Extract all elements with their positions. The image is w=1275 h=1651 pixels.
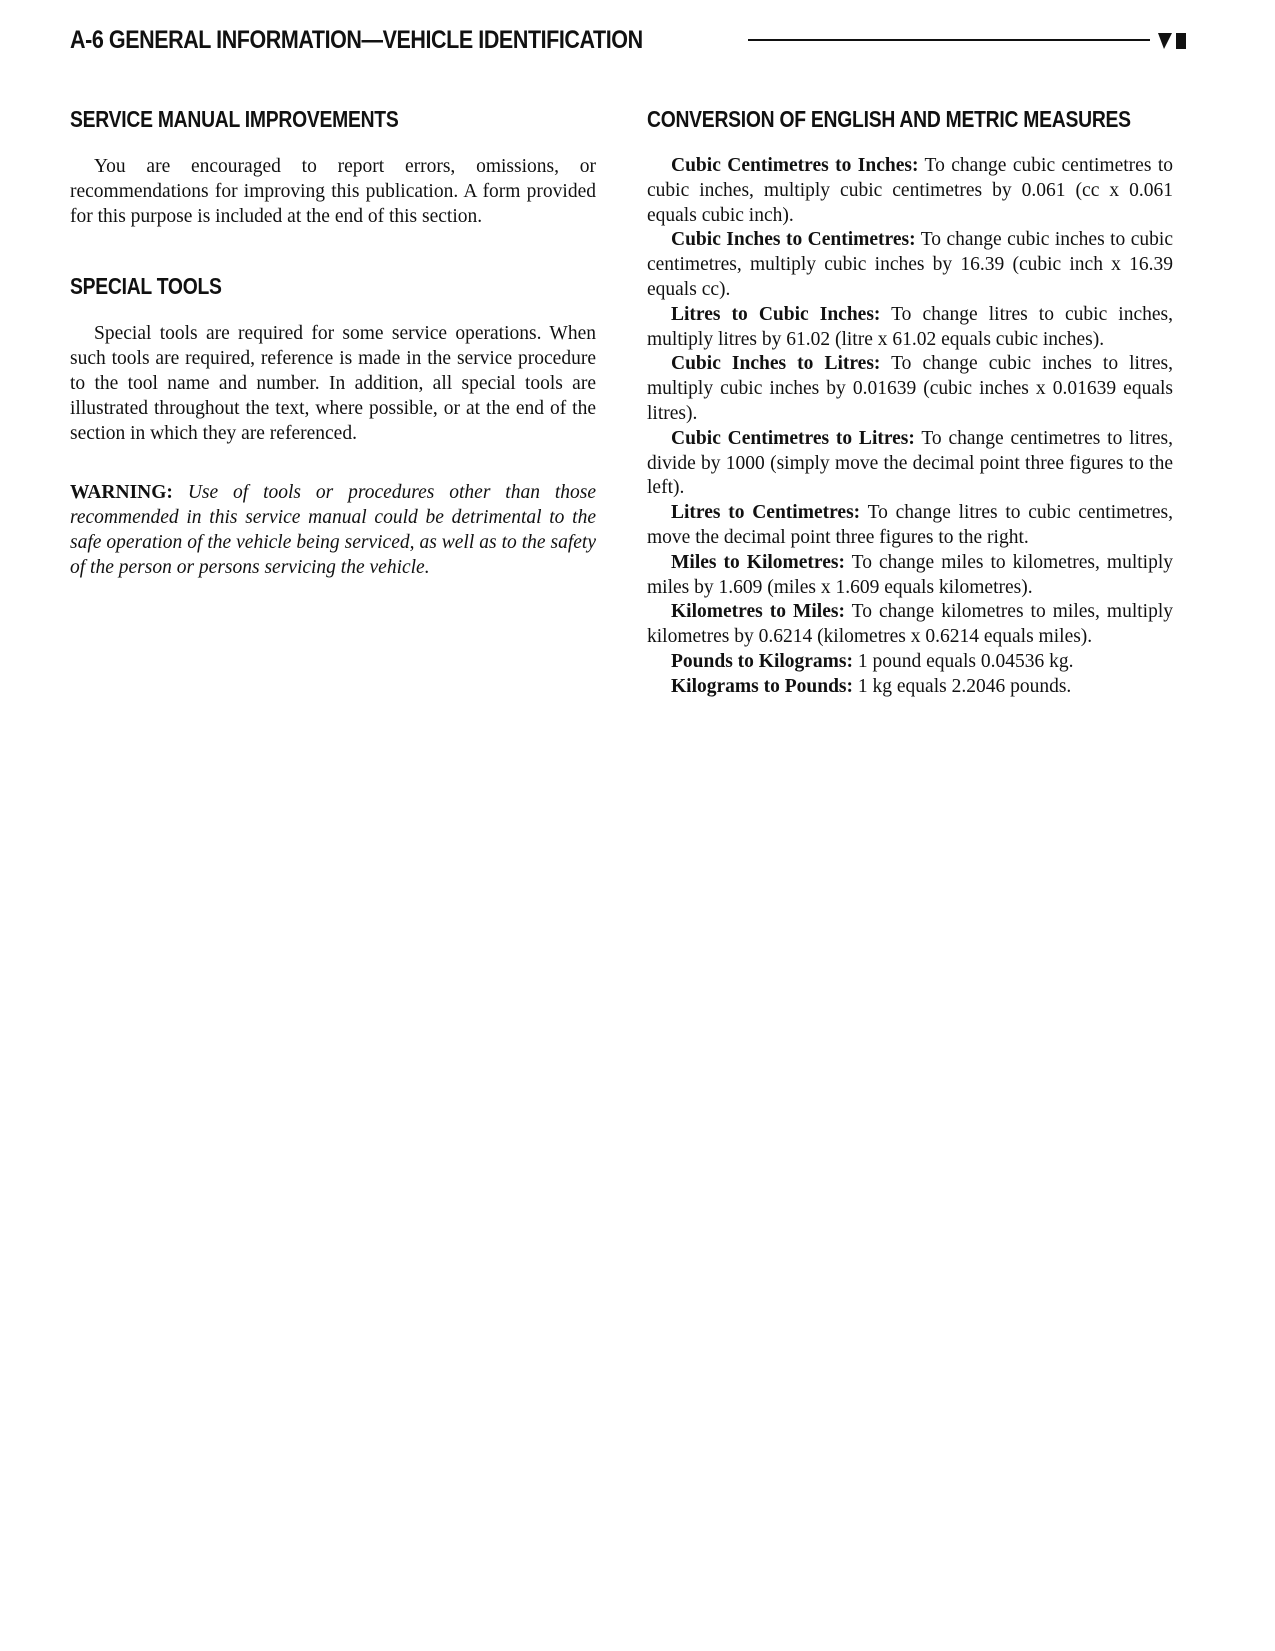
conversion-item (647, 228, 1173, 302)
conversion-text: To change centimetres to litres, divide by 1000 (simply move the decimal point three figures to the left). (647, 427, 1173, 499)
conversion-item (647, 675, 1173, 700)
conversion-text: To change cubic inches to litres, multiply cubic inches by 0.01639 (cubic inches x 0.01639 equals litres). (647, 353, 1174, 424)
conversion-term: Kilograms to Pounds: (671, 675, 854, 697)
spacer (70, 446, 596, 480)
conversion-text: To change miles to kilometres, multiply miles by 1.609 (miles x 1.609 equals kilometres). (647, 551, 1173, 598)
right-column (647, 104, 1173, 700)
conversion-item (647, 650, 1173, 675)
conversion-term: Pounds to Kilograms: (671, 650, 854, 672)
conversion-text: To change litres to cubic centimetres, move the decimal point three figures to the right. (647, 502, 1173, 548)
conversion-item (647, 600, 1173, 650)
jeep-logo-icon-graphic (1156, 29, 1190, 51)
conversion-text: To change cubic inches to cubic centimetres, multiply cubic inches by 16.39 (cubic inch x 16.39 equals cc). (647, 229, 1173, 300)
header-rule (748, 39, 1150, 41)
special-tools-text: Special tools are required for some service operations. When such tools are required, reference is made in the service procedure to the tool name and number. In addition, all special tools are illustrated throughout the text, where possible, or at the end of the section in which they are referenced. (70, 323, 596, 444)
conversion-term: Cubic Inches to Litres: (671, 353, 881, 375)
conversion-term: Cubic Centimetres to Inches: (671, 155, 919, 176)
jeep-logo-icon (1156, 29, 1190, 51)
conversion-item (647, 551, 1173, 601)
conversion-item (647, 303, 1173, 353)
conversion-item (647, 427, 1173, 501)
page-header (70, 22, 1190, 58)
conversion-heading: CONVERSION OF ENGLISH AND METRIC MEASURES (647, 106, 1131, 132)
conversion-term: Litres to Centimetres: (671, 502, 861, 524)
conversion-term: Kilometres to Miles: (671, 601, 845, 623)
conversion-item (647, 501, 1173, 551)
page-title: A-6 GENERAL INFORMATION—VEHICLE IDENTIFICATION (70, 25, 643, 54)
conversion-term: Cubic Centimetres to Litres: (671, 427, 915, 449)
conversion-item (647, 154, 1173, 228)
special-tools-heading: SPECIAL TOOLS (70, 273, 222, 299)
left-column (70, 104, 596, 580)
warning-label: WARNING: (70, 482, 173, 503)
service-manual-improvements-text: You are encouraged to report errors, omissions, or recommendations for improving this publication. A form provided for this purpose is included at the end of this section. (70, 156, 596, 227)
warning-note (70, 480, 596, 580)
conversion-term: Miles to Kilometres: (671, 551, 845, 573)
conversion-term: Cubic Inches to Centimetres: (671, 229, 916, 251)
conversion-text: To change litres to cubic inches, multiply litres by 61.02 (litre x 61.02 equals cubic inches). (647, 303, 1174, 350)
warning-text: Use of tools or procedures other than those recommended in this service manual could be detrimental to the safe operation of the vehicle being serviced, as well as to the safety of the person or persons servicing the vehicle. (70, 482, 597, 578)
conversion-text: 1 kg equals 2.2046 pounds. (857, 675, 1072, 697)
conversion-term: Litres to Cubic Inches: (671, 303, 881, 325)
conversion-text: To change kilometres to miles, multiply kilometres by 0.6214 (kilometres x 0.6214 equals miles). (647, 601, 1173, 648)
conversion-item (647, 352, 1173, 426)
service-manual-improvements-heading: SERVICE MANUAL IMPROVEMENTS (70, 106, 399, 132)
conversion-text: To change cubic centimetres to cubic inches, multiply cubic centimetres by 0.061 (cc x 0.061 equals cubic inch). (647, 155, 1173, 226)
conversion-text: 1 pound equals 0.04536 kg. (857, 650, 1074, 672)
